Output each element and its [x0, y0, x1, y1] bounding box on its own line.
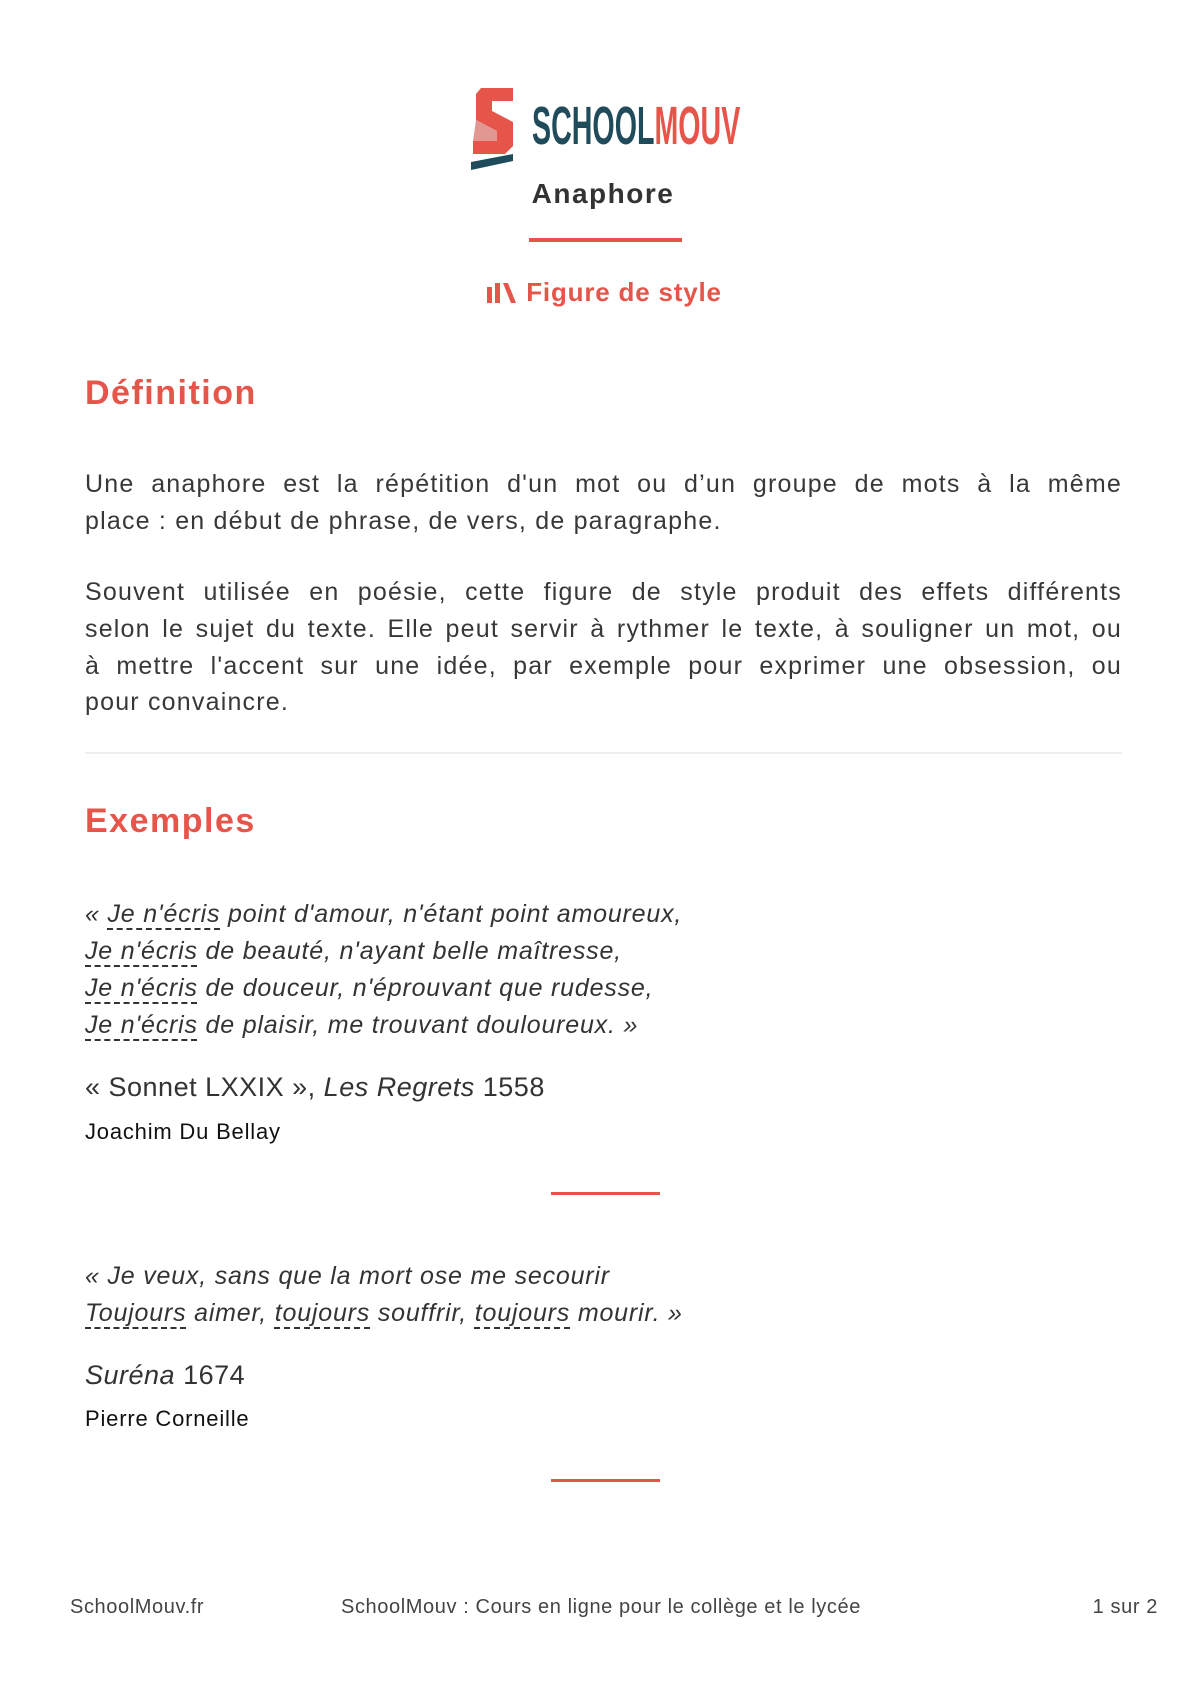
paragraph-line: Une anaphore est la répétition d'un mot ou d’un groupe de mots à la même	[85, 470, 1122, 498]
example-source	[85, 1357, 245, 1393]
page-title: Anaphore	[531, 178, 675, 209]
paragraph-line: Souvent utilisée en poésie, cette figure de style produit des effets différents	[85, 578, 1122, 606]
footer-tagline: SchoolMouv : Cours en ligne pour le collège et le lycée	[341, 1596, 861, 1618]
brand-part-school: SCHOOL	[532, 96, 655, 156]
definition-paragraph	[85, 466, 1122, 540]
example-quote	[85, 896, 1122, 1044]
brand-wordmark	[532, 96, 741, 156]
example-quote	[85, 1258, 1122, 1332]
source-work: Les Regrets	[323, 1072, 475, 1102]
example-author: Joachim Du Bellay	[85, 1119, 281, 1144]
title-underline	[529, 238, 682, 242]
quote-segment: souffrir,	[370, 1299, 475, 1327]
quote-segment: « Je veux, sans que la mort ose me secourir	[85, 1262, 610, 1290]
quote-line	[85, 970, 1122, 1007]
example-separator	[551, 1192, 660, 1195]
example-author: Pierre Corneille	[85, 1406, 250, 1431]
source-year: 1558	[482, 1072, 545, 1102]
source-year: 1674	[183, 1360, 246, 1390]
paragraph-line: à mettre l'accent sur une idée, par exemple pour exprimer une obsession, ou	[85, 651, 1122, 680]
quote-segment: Je n'écris	[85, 1011, 198, 1039]
quote-segment: de douceur, n'éprouvant que rudesse,	[197, 974, 654, 1002]
category-label: Figure de style	[526, 277, 722, 307]
paragraph-line: place : en début de phrase, de vers, de paragraphe.	[85, 506, 722, 535]
source-title: « Sonnet LXXIX »,	[85, 1072, 324, 1102]
quote-segment: de plaisir, me trouvant douloureux. »	[197, 1011, 639, 1039]
quote-line	[85, 1007, 1122, 1044]
section-divider	[85, 752, 1122, 754]
quote-segment: mourir. »	[570, 1299, 683, 1327]
examples-heading: Exemples	[85, 802, 256, 840]
quote-line	[85, 1295, 1122, 1332]
quote-segment: toujours	[274, 1299, 371, 1327]
quote-line	[85, 896, 1122, 933]
footer-page-number: 1 sur 2	[1092, 1596, 1158, 1618]
category-tag	[0, 276, 1200, 308]
example-source	[85, 1069, 545, 1105]
quote-segment: Toujours	[85, 1299, 187, 1327]
quote-line	[85, 1258, 1122, 1295]
footer-site: SchoolMouv.fr	[70, 1596, 205, 1618]
quote-line	[85, 933, 1122, 970]
books-icon	[486, 280, 516, 304]
schoolmouv-s-logo-icon	[467, 86, 521, 172]
brand-part-mouv: MOUV	[654, 96, 741, 156]
quote-segment: Je n'écris	[85, 937, 198, 965]
quote-segment: «	[85, 900, 108, 928]
example-separator	[551, 1479, 660, 1482]
definition-heading: Définition	[85, 374, 257, 412]
quote-segment: aimer,	[186, 1299, 275, 1327]
quote-segment: point d'amour, n'étant point amoureux,	[220, 900, 683, 928]
quote-segment: Je n'écris	[107, 900, 221, 928]
paragraph-line: selon le sujet du texte. Elle peut servir à rythmer le texte, à souligner un mot, ou	[85, 614, 1122, 643]
definition-paragraph	[85, 574, 1122, 721]
quote-segment: de beauté, n'ayant belle maîtresse,	[197, 937, 622, 965]
quote-segment: Je n'écris	[85, 974, 198, 1002]
paragraph-line: pour convaincre.	[85, 688, 290, 717]
source-work: Suréna	[85, 1360, 176, 1390]
quote-segment: toujours	[474, 1299, 571, 1327]
